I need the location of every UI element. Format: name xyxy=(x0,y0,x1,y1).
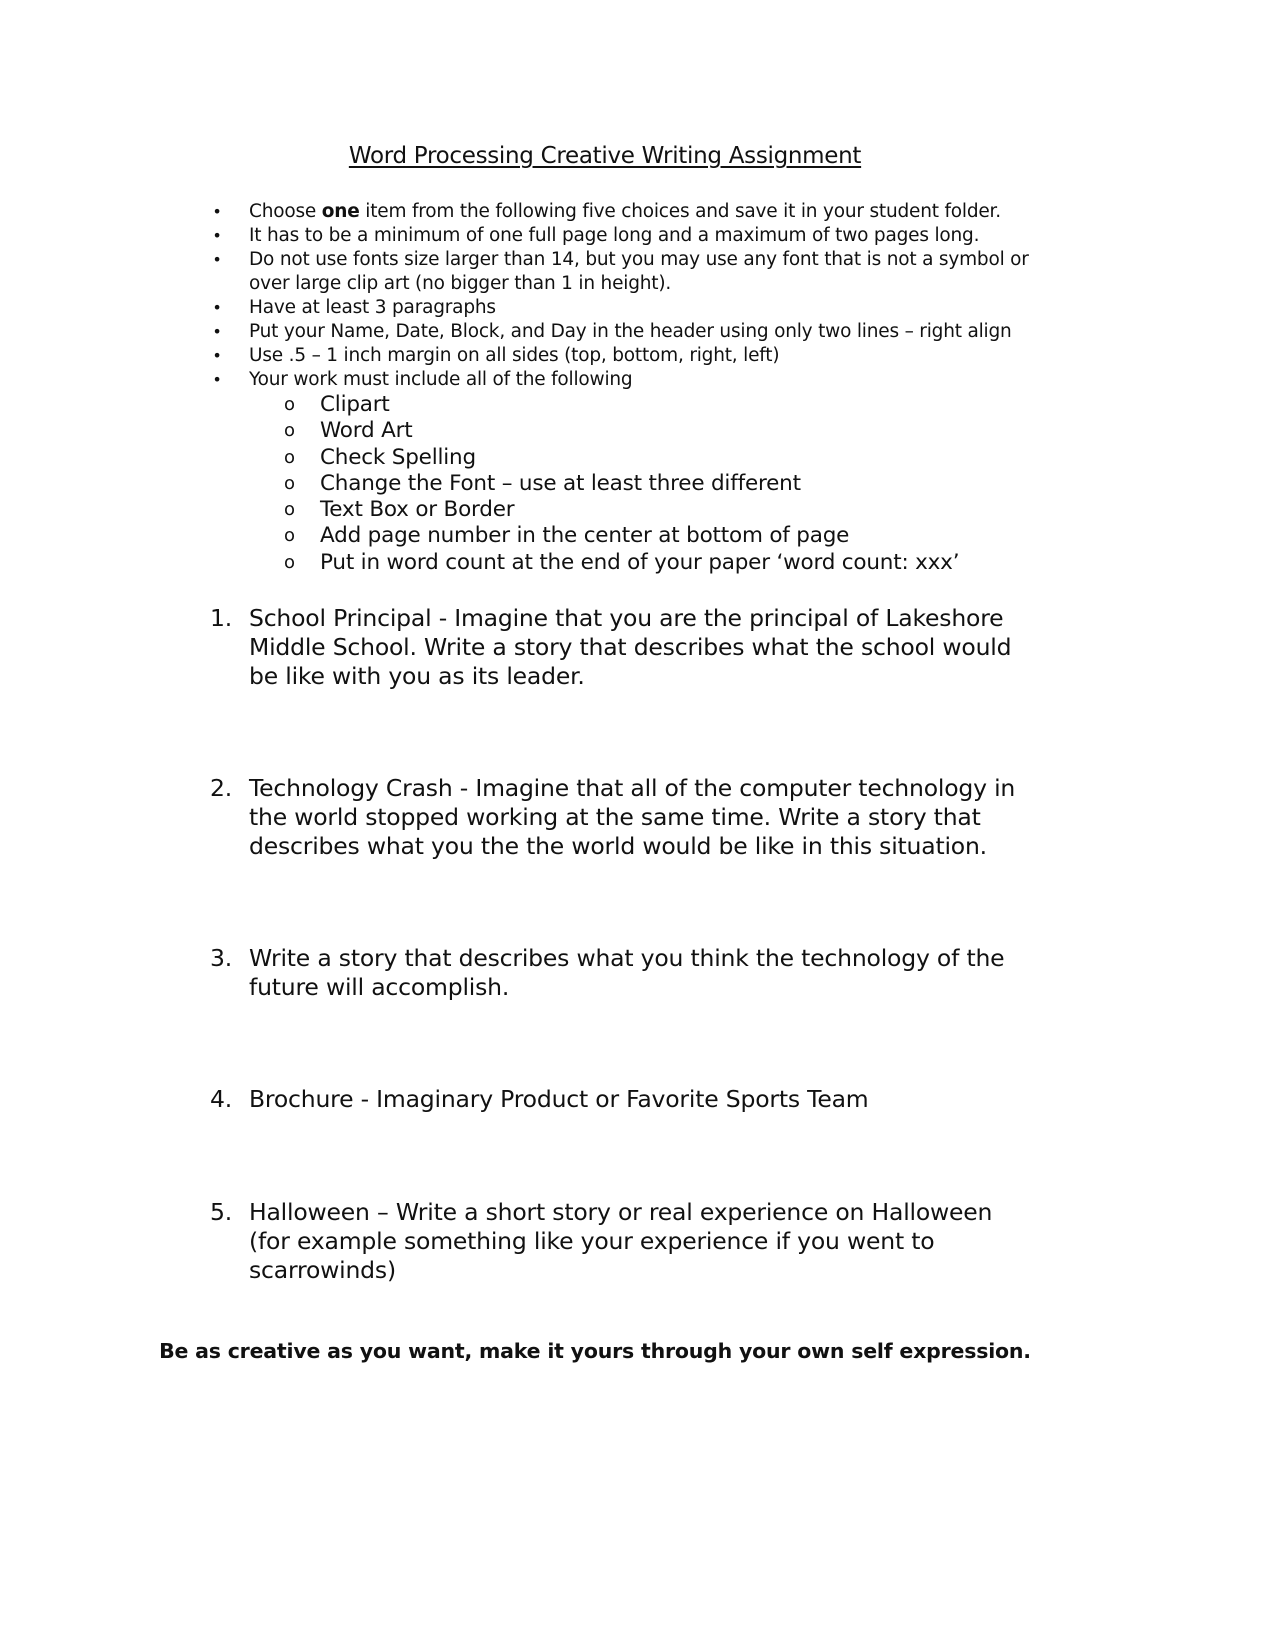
requirement-text: Put in word count at the end of your paper ‘word count: xxx’ xyxy=(320,549,960,575)
bullet-marker: • xyxy=(212,370,222,389)
instruction-text: Have at least 3 paragraphs xyxy=(249,297,496,318)
instruction-item xyxy=(212,248,1032,296)
requirement-item xyxy=(284,497,959,523)
requirement-item xyxy=(284,550,959,576)
instructions-list xyxy=(212,200,1032,392)
requirements-list xyxy=(284,392,959,576)
requirement-text: Check Spelling xyxy=(320,444,476,470)
instruction-text: It has to be a minimum of one full page long and a maximum of two pages long. xyxy=(249,225,980,246)
choice-item xyxy=(210,774,1040,861)
instruction-text: Use .5 – 1 inch margin on all sides (top, bottom, right, left) xyxy=(249,345,780,366)
requirement-item xyxy=(284,471,959,497)
instruction-text: Do not use fonts size larger than 14, but you may use any font that is not a symbol or over large clip art (no bigger than 1 in height). xyxy=(249,249,1029,294)
choice-text: Brochure - Imaginary Product or Favorite Sports Team xyxy=(249,1085,869,1113)
requirement-item xyxy=(284,418,959,444)
choice-text: School Principal - Imagine that you are the principal of Lakeshore Middle School. Write a story that describes what the school would be like with you as its leader. xyxy=(249,604,1012,690)
choice-text: Write a story that describes what you think the technology of the future will accomplish. xyxy=(249,944,1005,1001)
choice-item xyxy=(210,1198,1040,1285)
circle-bullet-icon: o xyxy=(284,551,295,573)
bullet-marker: • xyxy=(212,202,222,221)
bullet-marker: • xyxy=(212,226,222,245)
instruction-item xyxy=(212,344,1032,368)
requirement-item xyxy=(284,523,959,549)
circle-bullet-icon: o xyxy=(284,499,295,521)
choice-number: 2. xyxy=(210,774,233,802)
circle-bullet-icon: o xyxy=(284,394,295,415)
instruction-text: item from the following five choices and save it in your student folder. xyxy=(359,201,1001,222)
choice-item xyxy=(210,944,1040,1002)
requirement-text: Change the Font – use at least three different xyxy=(320,470,801,496)
choice-number: 4. xyxy=(210,1085,233,1113)
choice-number: 3. xyxy=(210,944,233,972)
requirement-item xyxy=(284,445,959,471)
instruction-text: Choose xyxy=(249,201,322,222)
choice-text: Halloween – Write a short story or real experience on Halloween (for example something like your experience if you went to scarrowinds) xyxy=(249,1198,993,1284)
choice-text: Technology Crash - Imagine that all of the computer technology in the world stopped working at the same time. Write a story that describes what you the the world would be like in this situation. xyxy=(249,774,1016,860)
choice-item xyxy=(210,1085,1040,1114)
instruction-emphasis: one xyxy=(321,201,360,222)
bullet-marker: • xyxy=(212,250,222,269)
circle-bullet-icon: o xyxy=(284,472,295,494)
circle-bullet-icon: o xyxy=(284,525,295,547)
closing-statement: Be as creative as you want, make it yours through your own self expression. xyxy=(159,1339,1031,1363)
circle-bullet-icon: o xyxy=(284,446,295,468)
bullet-marker: • xyxy=(212,298,222,317)
requirement-item xyxy=(284,392,959,418)
choice-number: 1. xyxy=(210,604,233,632)
instruction-item xyxy=(212,200,1032,224)
bullet-marker: • xyxy=(212,346,222,365)
requirement-text: Text Box or Border xyxy=(320,497,515,523)
requirement-text: Word Art xyxy=(320,418,413,444)
requirement-text: Add page number in the center at bottom of page xyxy=(320,523,850,549)
instruction-text: Your work must include all of the following xyxy=(249,369,633,390)
instruction-item xyxy=(212,296,1032,320)
instruction-item xyxy=(212,320,1032,344)
instruction-text: Put your Name, Date, Block, and Day in the header using only two lines – right align xyxy=(249,321,1012,342)
instruction-item xyxy=(212,368,1032,392)
page-title: Word Processing Creative Writing Assignment xyxy=(348,143,862,169)
choice-item xyxy=(210,604,1040,691)
requirement-text: Clipart xyxy=(320,392,390,417)
choice-number: 5. xyxy=(210,1198,233,1226)
instruction-item xyxy=(212,224,1032,248)
bullet-marker: • xyxy=(212,322,222,341)
circle-bullet-icon: o xyxy=(284,420,295,442)
